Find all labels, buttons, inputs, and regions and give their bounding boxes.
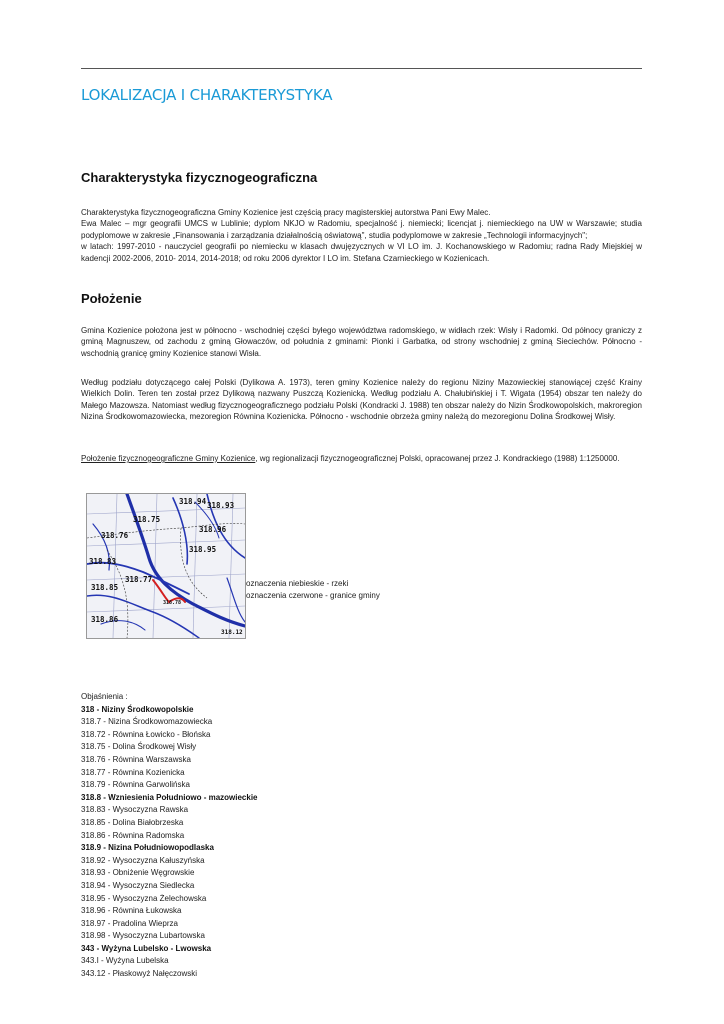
page-title: LOKALIZACJA I CHARAKTERYSTYKA — [81, 86, 333, 104]
objasnienia-item: 318.77 - Równina Kozienicka — [81, 767, 185, 777]
map-label: 318.77 — [125, 575, 153, 584]
map-label: 318.75 — [133, 515, 161, 524]
polozenie-paragraph-3 — [81, 453, 642, 464]
polozenie-paragraph-1: Gmina Kozienice położona jest w północno - wschodniej części byłego województwa radomskiego, w widłach rzek: Wisły i Radomki. Od północy graniczy z gminą Magnuszew, od zachodu z gminą Głowaczów, od południa z gminami: Pionki i Garbatka, od strony wschodniej z gminą Sieciechów. Północno - wschodnią granicę gminy Kozienice stanowi Wisła. — [81, 326, 642, 358]
polozenie-paragraph-2: Według podziału dotyczącego całej Polski (Dylikowa A. 1973), teren gminy Kozienice należy do regionu Niziny Mazowieckiej stanowiącej część Krainy Wielkich Dolin. Teren ten został przez Dylikową nazwany Puszczą Kozienicką. Według podziału A. Chałubińskiej i T. Wigata (1954) obszar ten należy do Małego Mazowsza. Natomiast według fizycznogeograficznego podziału Polski (Kondracki J. 1988) ten obszar należy do Nizin Środkowopolskich, makroregion Nizina Środkowomazowiecka, mezoregion Równina Kozienicka. Północno - wschodnie obrzeża gminy należą do mezoregionu Dolina Środkowej Wisły. — [81, 378, 642, 422]
objasnienia-item: 343.12 - Płaskowyż Nałęczowski — [81, 969, 198, 979]
map-label: 318.96 — [199, 525, 227, 534]
objasnienia-title: Objaśnienia : — [81, 692, 128, 701]
map-label: 318.85 — [91, 583, 119, 592]
section-heading-charakterystyka: Charakterystyka fizycznogeograficzna — [81, 170, 318, 185]
physiogeographic-map — [86, 493, 246, 639]
objasnienia-item: 318.76 - Równina Warszawska — [81, 754, 191, 764]
objasnienia-item: 343 - Wyżyna Lubelsko - Lwowska — [81, 943, 212, 953]
map-label: 318.76 — [101, 531, 129, 540]
objasnienia-item: 318.85 - Dolina Białobrzeska — [81, 817, 184, 827]
objasnienia-item: 318.94 - Wysoczyzna Siedlecka — [81, 880, 195, 890]
objasnienia-item: 318.86 - Równina Radomska — [81, 830, 185, 840]
map-label: 318.86 — [91, 615, 119, 624]
objasnienia-item: 318.98 - Wysoczyzna Lubartowska — [81, 931, 205, 941]
objasnienia-item: 318.83 - Wysoczyzna Rawska — [81, 805, 189, 815]
top-divider — [81, 68, 642, 69]
objasnienia-item: 318.8 - Wzniesienia Południowo - mazowieckie — [81, 792, 258, 802]
map-label: 318.93 — [207, 501, 235, 510]
map-label: 318.94 — [179, 497, 207, 506]
objasnienia-item: 318.72 - Równina Łowicko - Błońska — [81, 729, 211, 739]
objasnienia-item: 318.9 - Nizina Południowopodlaska — [81, 843, 214, 853]
objasnienia-item: 318.75 - Dolina Środkowej Wisły — [81, 742, 197, 752]
map-label: 318.83 — [89, 557, 117, 566]
map-label: 318.95 — [189, 545, 217, 554]
objasnienia-item: 318.7 - Nizina Środkowomazowiecka — [81, 717, 213, 727]
charakterystyka-line: Ewa Malec – mgr geografii UMCS w Lublinie; dyplom NKJO w Radomiu, specjalność j. niemiecki; licencjat j. niemieckiego na UW w Warszawie; studia podyplomowe w zakresie „Finansowania i zarządzania działalnością oświatową", studia podyplomowe w zakresie „Technologii informacyjnych"; — [81, 219, 642, 240]
objasnienia-item: 318.79 - Równina Garwolińska — [81, 780, 190, 790]
charakterystyka-line: w latach: 1997-2010 - nauczyciel geografii po niemiecku w klasach dwujęzycznych w VI LO im. J. Kochanowskiego w Radomiu; radna Rady Miejskiej w kadencji 2002-2006, 2010- 2014, 2014-2018; od roku 2006 dyrektor I LO im. Stefana Czarnieckiego w Kozienicach. — [81, 242, 642, 263]
polozenie-paragraph-3-text: , wg regionalizacji fizycznogeograficznej Polski, opracowanej przez J. Kondrackiego (1988) 1:1250000. — [255, 454, 620, 463]
objasnienia-item: 318.95 - Wysoczyzna Żelechowska — [81, 893, 207, 903]
objasnienia-list — [81, 691, 258, 981]
objasnienia-item: 318.97 - Pradolina Wieprza — [81, 918, 178, 928]
map-graphic — [87, 494, 245, 638]
charakterystyka-line: Charakterystyka fizycznogeograficzna Gminy Kozienice jest częścią pracy magisterskiej autorstwa Pani Ewy Malec. — [81, 208, 491, 217]
charakterystyka-paragraph — [81, 207, 642, 264]
objasnienia-item: 318 - Niziny Środkowopolskie — [81, 704, 194, 714]
objasnienia-item: 318.96 - Równina Łukowska — [81, 906, 182, 916]
map-legend — [246, 578, 380, 602]
legend-rivers: oznaczenia niebieskie - rzeki — [246, 579, 349, 588]
section-heading-polozenie: Położenie — [81, 291, 142, 306]
polozenie-map-link[interactable]: Położenie fizycznogeograficzne Gminy Kozienice — [81, 454, 256, 463]
legend-borders: oznaczenia czerwone - granice gminy — [246, 591, 380, 600]
map-label: 318.78 — [163, 600, 182, 606]
objasnienia-item: 343.I - Wyżyna Lubelska — [81, 956, 169, 966]
map-label: 318.12 — [221, 629, 243, 636]
objasnienia-item: 318.93 - Obniżenie Węgrowskie — [81, 868, 195, 878]
objasnienia-item: 318.92 - Wysoczyzna Kałuszyńska — [81, 855, 205, 865]
